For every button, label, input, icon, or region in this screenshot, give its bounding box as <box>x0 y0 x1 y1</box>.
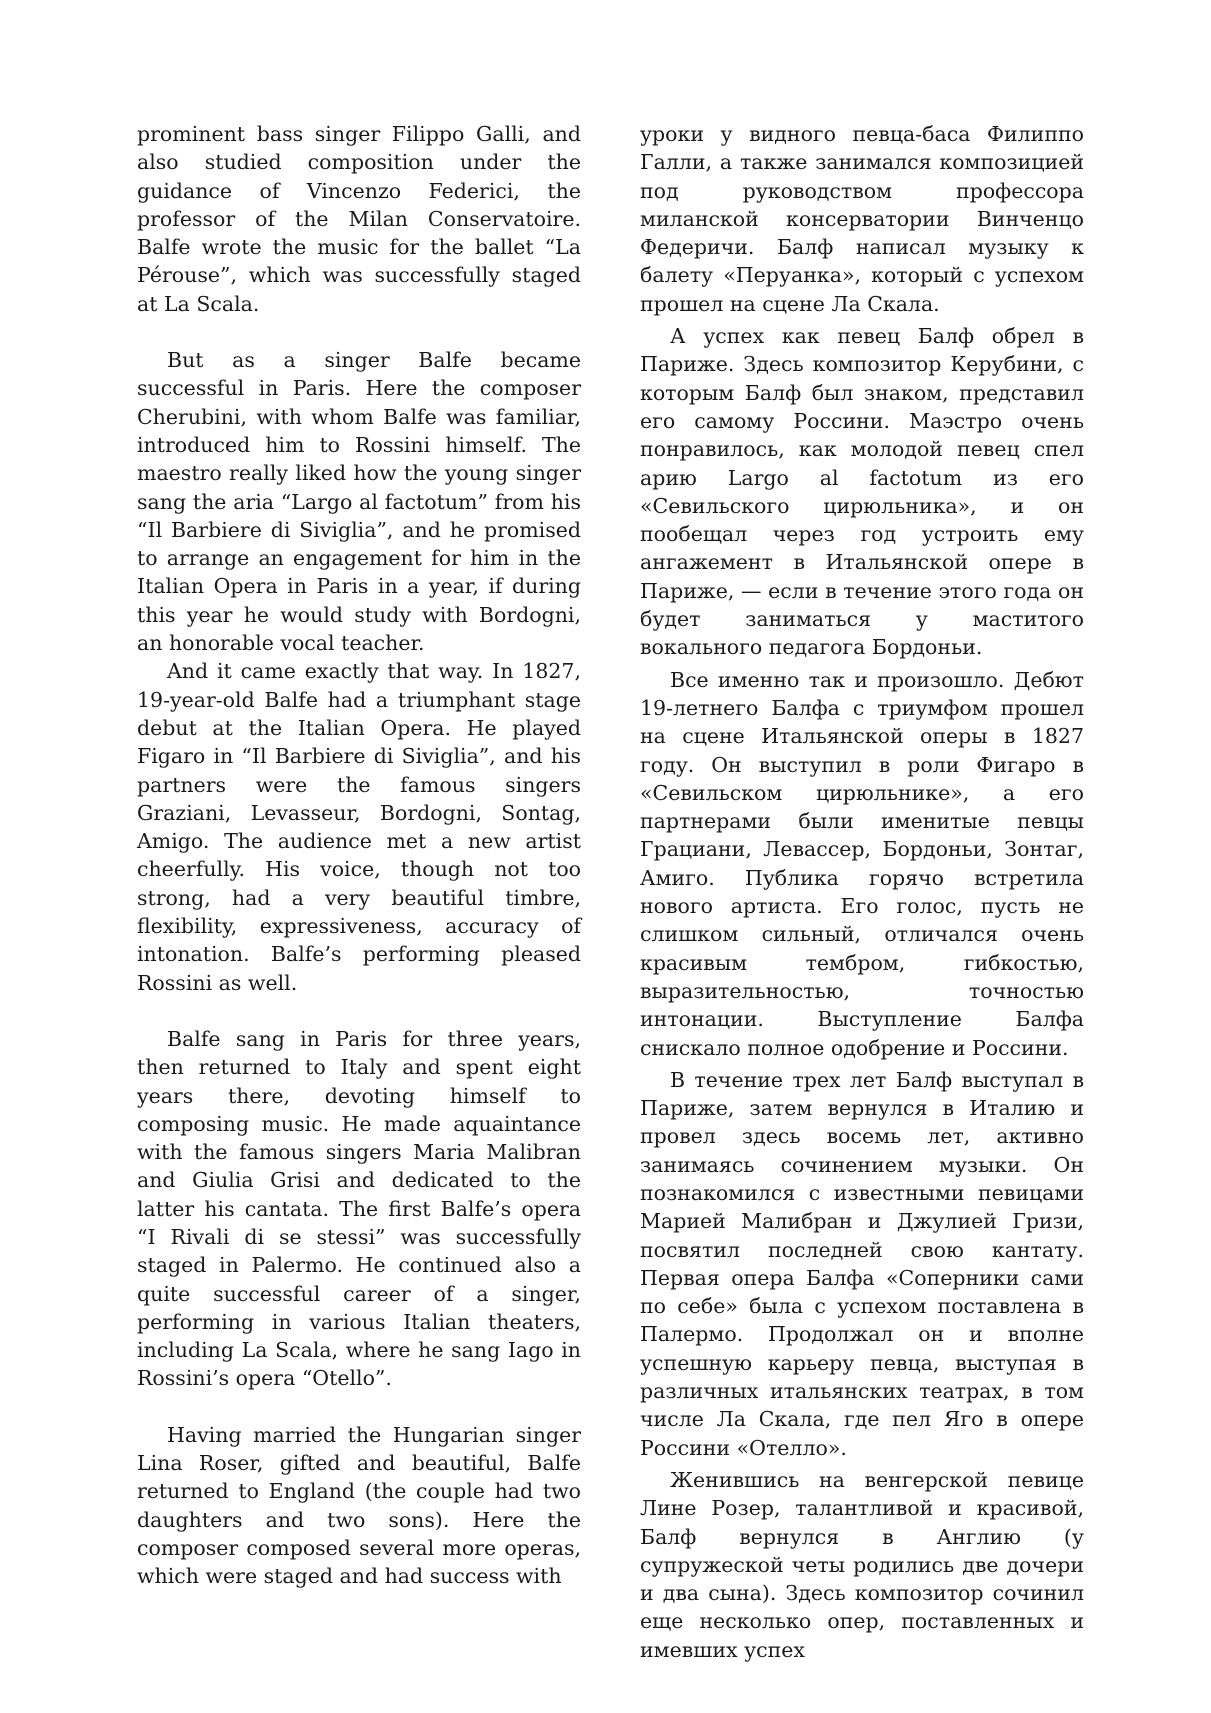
english-paragraph-3: And it came exactly that way. In 1827, 19-year-old Balfe had a triumphant stage debut at the Italian Opera. He played Figaro in “Il Barbiere di Siviglia”, and his partners were the famous singers Graziani, Levasseur, Bordogni, Sontag, Amigo. The audience met a new artist cheerfully. His voice, though not too strong, had a very beautiful timbre, flexibility, expressiveness, accuracy of intonation. Balfe’s performing pleased Rossini as well. <box>137 659 581 995</box>
russian-paragraph-2: А успех как певец Балф обрел в Париже. Здесь композитор Керубини, с которым Балф был знаком, представил его самому Россини. Маэстро очень понравилось, как молодой певец спел арию Largo al factotum из его «Севильского цирюльника», и он пообещал через год устроить ему ангажемент в Итальянской опере в Париже, — если в течение этого года он будет заниматься у маститого вокального педагога Бордоньи. <box>640 324 1084 660</box>
russian-paragraph-4: В течение трех лет Балф выступал в Париже, затем вернулся в Италию и провел здесь восемь лет, активно занимаясь сочинением музыки. Он познакомился с известными певицами Марией Малибран и Джулией Гризи, посвятил последней свою кантату. Первая опера Балфа «Соперники сами по себе» была с успехом поставлена в Палермо. Продолжал он и вполне успешную карьеру певца, выступая в различных итальянских театрах, в том числе Ла Скала, где пел Яго в опере Россини «Отелло». <box>640 1067 1084 1460</box>
english-paragraph-1: prominent bass singer Filippo Galli, and also studied composition under the guidance of Vincenzo Federici, the professor of the Milan Conservatoire. Balfe wrote the music for the ballet “La Pérouse”, which was successfully staged at La Scala. <box>137 122 581 316</box>
russian-paragraph-1: уроки у видного певца-баса Филиппо Галли, а также занимался композицией под руководством профессора миланской консерватории Винченцо Федеричи. Балф написал музыку к балету «Перуанка», который с успехом прошел на сцене Ла Скала. <box>640 122 1084 316</box>
russian-column <box>640 120 1084 1664</box>
english-paragraph-5: Having married the Hungarian singer Lina Roser, gifted and beautiful, Balfe returned to England (the couple had two daughters and two sons). Here the composer composed several more operas, which were staged and had success with <box>137 1422 581 1589</box>
russian-paragraph-3: Все именно так и произошло. Дебют 19-летнего Балфа с триумфом прошел на сцене Итальянской оперы в 1827 году. Он выступил в роли Фигаро в «Севильском цирюльнике», а его партнерами были именитые певцы Грациани, Левассер, Бордоньи, Зонтаг, Амиго. Публика горячо встретила нового артиста. Его голос, пусть не слишком сильный, отличался очень красивым тембром, гибкостью, выразительностью, точностью интонации. Выступление Балфа снискало полное одобрение и Россини. <box>640 667 1084 1060</box>
english-paragraph-4: Balfe sang in Paris for three years, then returned to Italy and spent eight years there, devoting himself to composing music. He made aquaintance with the famous singers Maria Malibran and Giulia Grisi and dedicated to the latter his cantata. The first Balfe’s opera “I Rivali di se stessi” was successfully staged in Palermo. He continued also a quite successful career of a singer, performing in various Italian theaters, including La Scala, where he sang Iago in Rossini’s opera “Otello”. <box>137 1026 581 1391</box>
english-paragraph-2: But as a singer Balfe became successful in Paris. Here the composer Cherubini, with whom Balfe was familiar, introduced him to Rossini himself. The maestro really liked how the young singer sang the aria “Largo al factotum” from his “Il Barbiere di Siviglia”, and he promised to arrange an engagement for him in the Italian Opera in Paris in a year, if during this year he would study with Bordogni, an honorable vocal teacher. <box>137 348 581 656</box>
russian-paragraph-5: Женившись на венгерской певице Лине Розер, талантливой и красивой, Балф вернулся в Англию (у супружеской четы родились две дочери и два сына). Здесь композитор сочинил еще несколько опер, поставленных и имевших успех <box>640 1467 1084 1662</box>
english-column <box>137 120 581 1591</box>
